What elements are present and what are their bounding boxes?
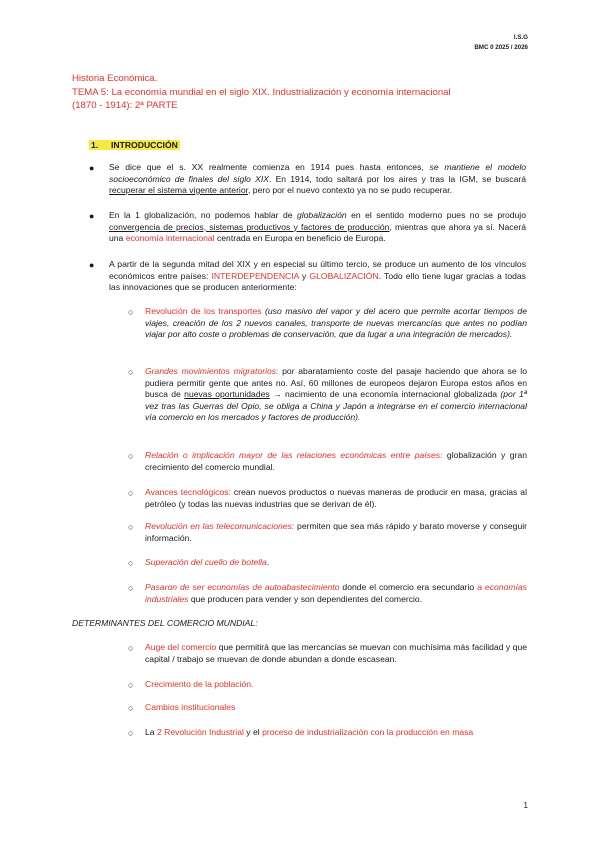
sub2-text-a: Grandes movimientos migratorios: <box>145 366 279 376</box>
paragraph-2 <box>109 210 526 245</box>
para2-text-d: convergencia de precios, sistemas productivos y factores de producción <box>109 221 390 232</box>
circle-bullet-icon: ○ <box>128 522 134 532</box>
bullet-icon: ● <box>89 211 95 221</box>
determinants-heading: DETERMINANTES DEL COMERCIO MUNDIAL: <box>72 618 258 628</box>
para2-text-b: globalización <box>296 210 347 220</box>
para3-text-e: . Todo ello tiene lugar gracias a todas las innovaciones que se producen anteriormente: <box>109 270 526 292</box>
circle-bullet-icon: ○ <box>128 558 134 568</box>
title-line-1: Historia Económica. <box>72 73 158 84</box>
sub7-text-d: que producen para vender y son dependientes del comercio. <box>188 593 423 604</box>
circle-bullet-icon: ○ <box>128 643 134 653</box>
bullet-icon: ● <box>89 260 95 270</box>
determinant-item-instituciones <box>145 702 527 714</box>
para2-text-f: economía internacional <box>125 233 215 243</box>
sub-item-autoabastecimiento <box>145 582 527 605</box>
document-header <box>474 33 528 53</box>
circle-bullet-icon: ○ <box>128 488 134 498</box>
para3-text-c: y <box>298 270 310 281</box>
sub-item-avances <box>145 487 527 510</box>
det1-text-a: Auge del comercio <box>145 642 217 652</box>
sub1-text-a: Revolución de los transportes <box>145 306 262 316</box>
para2-text-c: en el sentido moderno pues no se produjo <box>346 210 526 220</box>
sub7-text-c: a economías industriales <box>145 582 527 604</box>
sub4-text-a: Avances tecnológicos: <box>145 487 231 497</box>
circle-bullet-icon: ○ <box>128 703 134 713</box>
det4-text-a: La <box>145 727 157 737</box>
sub-item-relaciones <box>145 450 527 473</box>
sub3-text-a: Relación o implicación mayor de las relaciones económicas entre países: <box>145 450 443 460</box>
circle-bullet-icon: ○ <box>128 583 134 593</box>
circle-bullet-icon: ○ <box>128 451 134 461</box>
sub5-text-a: Revolución en las telecomunicaciones: <box>145 521 295 531</box>
section-number: 1. <box>91 140 99 150</box>
para2-text-g: centrada en Europa en beneficio de Europa. <box>214 233 386 243</box>
sub6-text-a: Superación del cuello de botella <box>145 557 267 567</box>
header-line-1: I.S.G <box>513 34 528 41</box>
para1-text-e: , pero por el nuevo contexto ya no se pudo recuperar. <box>248 185 453 195</box>
det3-text-a: Cambios institucionales <box>145 702 236 712</box>
para1-text-b: se mantiene el modelo socioeconómico de finales del siglo XIX <box>109 162 527 184</box>
sub5-text-b: permiten que sea más rápido y barato moverse y conseguir información. <box>145 521 527 543</box>
sub-item-cuello-botella <box>145 557 527 569</box>
para1-text-a: Se dice que el s. XX realmente comienza en 1914 pues hasta entonces, <box>109 162 430 172</box>
sub-item-transportes <box>145 306 527 341</box>
circle-bullet-icon: ○ <box>128 307 134 317</box>
determinant-item-comercio <box>145 642 527 665</box>
paragraph-3 <box>109 259 526 294</box>
det4-text-d: proceso de industrialización con la producción en masa <box>262 727 474 737</box>
sub-item-migraciones <box>145 366 527 424</box>
bullet-icon: ● <box>89 163 95 173</box>
para1-text-c: . En 1914, todo saltará por los aires y tras la IGM, se buscará <box>268 173 527 184</box>
sub6-text-b: . <box>266 557 270 567</box>
sub7-text-a: Pasaron de ser economías de autoabastecimiento <box>145 582 340 592</box>
determinant-item-revolucion <box>145 727 527 739</box>
sub3-text-b: globalización y gran crecimiento del comercio mundial. <box>145 450 527 472</box>
section-label: INTRODUCCIÓN <box>111 140 178 150</box>
para3-text-a: A partir de la segunda mitad del XIX y en especial su último tercio, se produce un aumento de los vínculos económicos entre países: <box>109 259 526 281</box>
para2-text-e: , mientras que ahora ya sí. Nacerá una <box>109 221 527 243</box>
para3-text-d: GLOBALIZACIÓN <box>309 270 379 281</box>
circle-bullet-icon: ○ <box>128 680 134 690</box>
det4-text-b: 2 Revolución Industrial <box>156 727 244 737</box>
header-line-2: BMC 0 2025 / 2026 <box>474 44 528 51</box>
det4-text-c: y el <box>243 727 263 737</box>
section-heading <box>89 140 180 150</box>
paragraph-1 <box>109 162 526 197</box>
sub4-text-b: crean nuevos productos o nuevas maneras de producir en masa, gracias al petróleo (y todas las nuevas industrias que se derivan de él). <box>145 487 527 509</box>
document-title <box>72 72 532 113</box>
sub1-text-b: (uso masivo del vapor y del acero que permite acortar tiempos de viajes, creación de los 2 nuevos canales, transporte de nuevas mercancías que antes no podían viajar por alto coste o problemas de conservación, que da lugar a una integración de mercados). <box>145 306 527 339</box>
para2-text-a: En la 1 globalización, no podemos hablar de <box>109 210 297 220</box>
title-line-3: (1870 - 1914): 2ª PARTE <box>72 100 178 111</box>
circle-bullet-icon: ○ <box>128 728 134 738</box>
para1-text-d: recuperar el sistema vigente anterior <box>109 185 249 195</box>
sub2-text-e: (por 1ª vez tras las Guerras del Opio, se obliga a China y Japón a integrarse en el comercio internacional vía comercio en los mercados y factores de producción). <box>145 389 527 422</box>
determinant-item-poblacion <box>145 679 527 691</box>
sub2-text-c: nuevas oportunidades <box>184 389 270 399</box>
title-line-2: TEMA 5: La economía mundial en el siglo XIX. Industrialización y economía internacional <box>72 86 451 98</box>
det1-text-b: que permitirá que las mercancías se muevan con muchísima más facilidad y que capital / trabajo se muevan de donde abundan a donde escasean. <box>145 642 527 664</box>
det2-text-a: Crecimiento de la población. <box>145 679 254 689</box>
circle-bullet-icon: ○ <box>128 367 134 377</box>
sub2-text-b: por abaratamiento coste del pasaje haciendo que ahora se lo pudiera permitir gente que antes no. Así, 60 millones de europeos dejaron Europa estos años en busca de <box>145 366 527 399</box>
sub7-text-b: donde el comercio era secundario <box>339 582 478 592</box>
sub2-text-d: → nacimiento de una economía internacional globalizada <box>269 389 501 399</box>
page-number: 1 <box>523 801 528 810</box>
sub-item-telecom <box>145 521 527 544</box>
para3-text-b: INTERDEPENDENCIA <box>211 270 299 281</box>
